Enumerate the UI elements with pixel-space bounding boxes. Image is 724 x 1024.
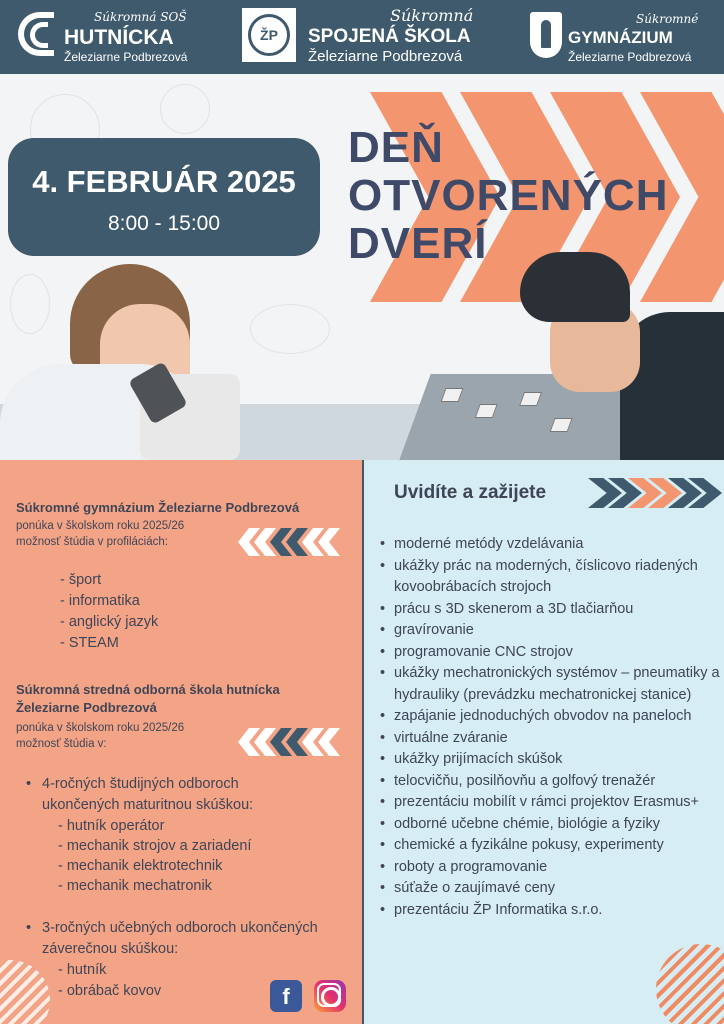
sos-heading: Súkromná stredná odborná škola hutnícka	[16, 682, 280, 697]
list-item: - STEAM	[60, 635, 119, 651]
event-title-line: OTVORENÝCH	[348, 171, 669, 220]
activities-list	[380, 534, 720, 921]
logo-left-place: Železiarne Podbrezová	[64, 50, 188, 64]
zp-emblem-icon	[240, 6, 298, 64]
spojena-skola-logo	[240, 8, 500, 66]
circuit-component	[440, 388, 463, 402]
gymnazium-heading: Súkromné gymnázium Železiarne Podbrezová	[16, 500, 300, 515]
gymnazium-shield-icon	[530, 12, 562, 58]
gymnazium-logo	[530, 8, 710, 66]
event-title-line: DVERÍ	[348, 219, 488, 268]
chevron-arrows-icon	[238, 528, 334, 556]
list-item: • telocvičňu, posilňovňu a golfový trenažér	[380, 771, 720, 793]
list-item: - obrábač kovov	[58, 983, 162, 999]
list-item: - mechanik mechatronik	[58, 878, 212, 894]
logo-left-script: Súkromná SOŠ	[94, 10, 187, 24]
hutnicka-logo	[14, 8, 204, 66]
chevron-arrows-icon	[588, 478, 708, 508]
background-doodle	[250, 304, 330, 354]
list-item: • gravírovanie	[380, 620, 720, 642]
instagram-icon[interactable]	[314, 980, 346, 1012]
list-item: • súťaže o zaujímavé ceny	[380, 878, 720, 900]
activities-panel	[362, 460, 724, 1024]
sos-subtext: ponúka v školskom roku 2025/26	[16, 722, 185, 734]
program-group: • 4-ročných študijných odboroch	[42, 776, 239, 792]
event-time: 8:00 - 15:00	[107, 212, 221, 235]
list-item: - mechanik strojov a zariadení	[58, 838, 252, 854]
program-group: ukončených maturitnou skúškou:	[42, 797, 254, 813]
student-cap	[520, 252, 630, 322]
list-item: - hutník	[58, 962, 107, 978]
list-item: • prezentáciu mobilít v rámci projektov Erasmus+	[380, 792, 720, 814]
list-item: • ukážky mechatronických systémov – pneumatiky a hydrauliky (prevádzku mechatronickej stanice)	[380, 663, 720, 706]
list-item: - informatika	[60, 593, 140, 609]
student-microscope-photo	[0, 264, 240, 460]
list-item: • roboty a programovanie	[380, 857, 720, 879]
list-item: • ukážky prác na moderných, číslicovo riadených kovoobrábacích strojoch	[380, 556, 720, 599]
social-links	[270, 980, 346, 1012]
activities-title: Uvidíte a zažijete	[394, 482, 547, 503]
gymnazium-subtext: ponúka v školskom roku 2025/26	[16, 520, 185, 532]
list-item: - hutník operátor	[58, 818, 165, 834]
logo-center-name: SPOJENÁ ŠKOLA	[308, 26, 471, 47]
event-date-box	[8, 138, 320, 256]
list-item: - anglický jazyk	[60, 614, 159, 630]
event-date: 4. FEBRUÁR 2025	[32, 164, 296, 199]
list-item: • moderné metódy vzdelávania	[380, 534, 720, 556]
background-doodle	[160, 84, 210, 134]
decorative-stripes	[656, 944, 724, 1024]
logo-center-script: Súkromná	[390, 6, 474, 25]
list-item: • programovanie CNC strojov	[380, 642, 720, 664]
list-item: • odborné učebne chémie, biológie a fyziky	[380, 814, 720, 836]
facebook-icon[interactable]: f	[270, 980, 302, 1012]
chevron-arrows-icon	[238, 728, 334, 756]
sos-subtext: možnosť štúdia v:	[16, 738, 107, 750]
program-group: záverečnou skúškou:	[42, 941, 179, 957]
zp-emblem-text: ŽP	[248, 14, 290, 56]
decorative-stripes	[0, 960, 50, 1024]
logo-center-place: Železiarne Podbrezová	[308, 48, 463, 65]
header-bar	[0, 0, 724, 74]
list-item: • prácu s 3D skenerom a 3D tlačiarňou	[380, 599, 720, 621]
student-electronics-photo	[510, 242, 724, 460]
list-item: • zapájanie jednoduchých obvodov na paneloch	[380, 706, 720, 728]
circuit-component	[475, 404, 498, 418]
logo-right-place: Železiarne Podbrezová	[568, 50, 692, 64]
event-title-line: DEŇ	[348, 123, 444, 172]
list-item: • virtuálne zváranie	[380, 728, 720, 750]
microscope	[140, 374, 240, 460]
logo-right-script: Súkromné	[636, 12, 699, 26]
list-item: - mechanik elektrotechnik	[58, 858, 223, 874]
gymnazium-subtext: možnosť štúdia v profiláciách:	[16, 536, 168, 548]
study-programs-panel	[0, 460, 362, 1024]
list-item: • prezentáciu ŽP Informatika s.r.o.	[380, 900, 720, 922]
list-item: • ukážky prijímacích skúšok	[380, 749, 720, 771]
list-item: - šport	[60, 572, 102, 588]
logo-left-name: HUTNÍCKA	[64, 26, 174, 49]
program-group: • 3-ročných učebných odboroch ukončených	[42, 920, 318, 936]
list-item: • chemické a fyzikálne pokusy, experimenty	[380, 835, 720, 857]
logo-right-name: GYMNÁZIUM	[568, 28, 673, 47]
hero-banner	[0, 74, 724, 460]
sos-heading: Železiarne Podbrezová	[16, 700, 157, 715]
